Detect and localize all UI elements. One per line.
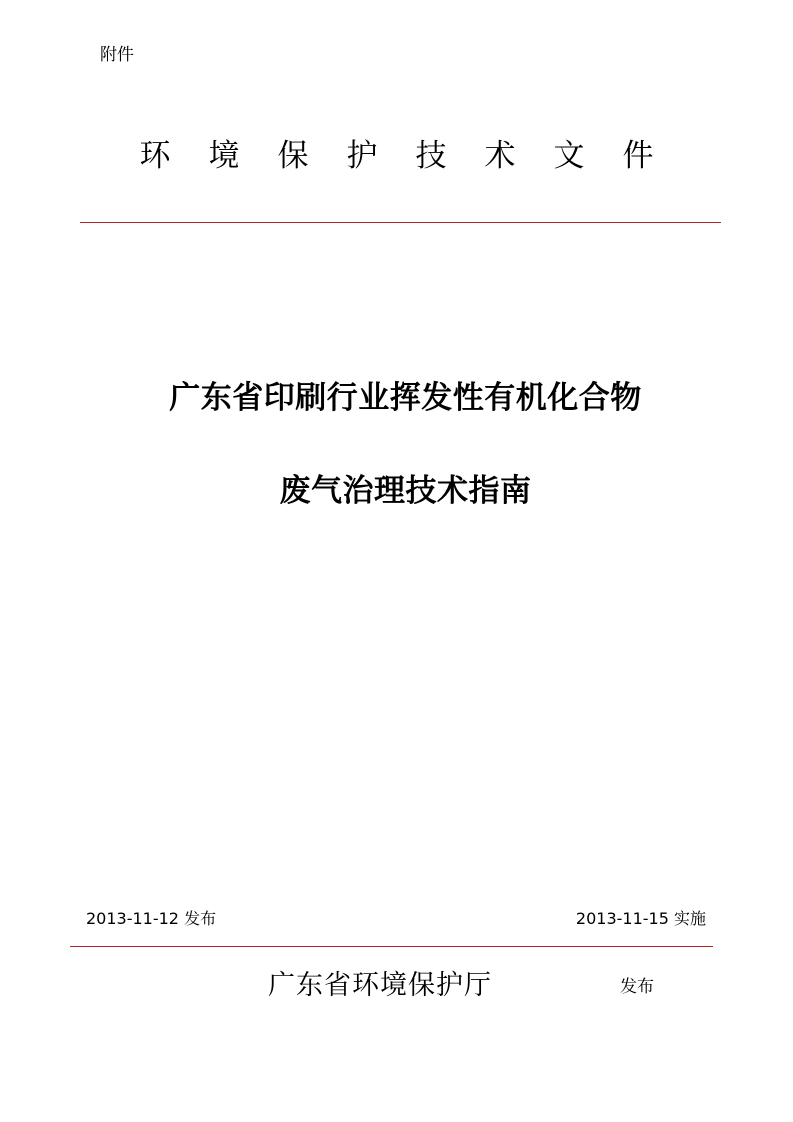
publish-label: 发布: [620, 977, 654, 997]
effective-date: 2013-11-15 实施: [575, 909, 706, 928]
doc-type-char: 保: [277, 138, 309, 174]
bottom-divider: [70, 946, 713, 947]
top-divider: [80, 222, 721, 223]
doc-type-char: 术: [484, 138, 516, 174]
doc-type-char: 技: [415, 138, 447, 174]
document-title-line1: 广东省印刷行业挥发性有机化合物: [169, 380, 642, 416]
doc-type-char: 文: [553, 138, 585, 174]
doc-type-char: 境: [208, 138, 240, 174]
attachment-label: 附件: [100, 45, 134, 65]
doc-type-char: 件: [622, 138, 654, 174]
document-title-line2: 废气治理技术指南: [279, 473, 532, 509]
issue-date: 2013-11-12 发布: [86, 909, 217, 928]
document-type-heading: [0, 136, 793, 176]
doc-type-char: 环: [139, 138, 171, 174]
doc-type-char: 护: [346, 138, 378, 174]
publisher-name: 广东省环境保护厅: [268, 970, 492, 1001]
